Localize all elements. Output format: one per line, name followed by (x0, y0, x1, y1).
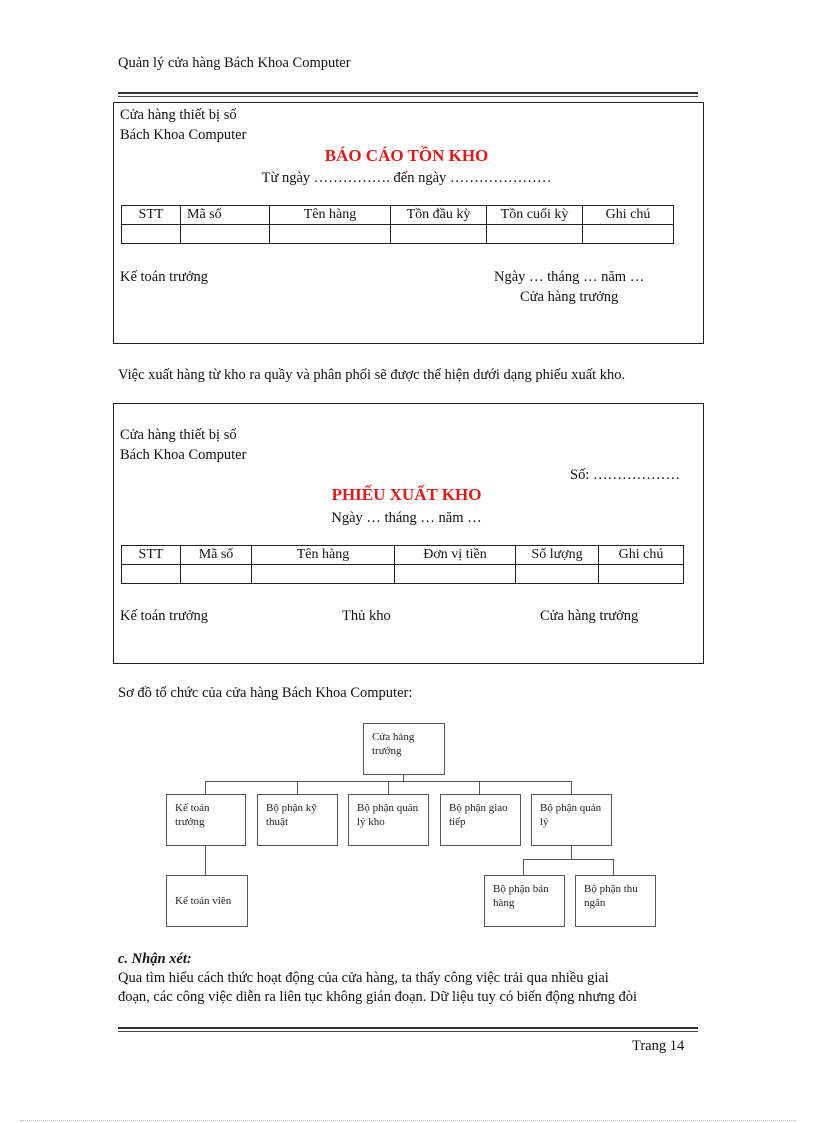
col-opening: Tồn đầu kỳ (391, 206, 487, 225)
org-chart-caption: Sơ đồ tổ chức của cửa hàng Bách Khoa Computer: (118, 685, 413, 701)
page-edge-dots (20, 1120, 796, 1121)
col-name: Tên hàng (252, 546, 395, 565)
col-stt: STT (122, 206, 181, 225)
date-line: Ngày … tháng … năm … (331, 510, 482, 526)
sign-accountant: Kế toán trưởng (120, 269, 209, 285)
footer-rule (118, 1027, 698, 1029)
org-line-2: Bách Khoa Computer (120, 447, 247, 463)
table-header-row (122, 206, 674, 225)
slip-number: Số: ……………… (570, 467, 680, 483)
col-code: Mã số (181, 206, 270, 225)
org-node-management: Bộ phận quản lý (531, 794, 612, 846)
col-closing: Tồn cuối kỳ (487, 206, 583, 225)
connector (523, 859, 614, 860)
col-note: Ghi chú (599, 546, 684, 565)
org-node-accountant: Kế toán viên (166, 875, 248, 927)
date-range: Từ ngày ……………. đến ngày ………………… (261, 170, 552, 186)
org-node-technical: Bộ phận kỹ thuật (257, 794, 338, 846)
connector (523, 859, 524, 875)
org-line-1: Cửa hàng thiết bị số (120, 427, 237, 443)
sign-store-manager: Cửa hàng trưởng (540, 608, 639, 624)
header-rule (118, 92, 698, 94)
table-header-row (122, 546, 684, 565)
date-line: Ngày … tháng … năm … (494, 269, 645, 285)
connector (479, 781, 480, 795)
export-table (121, 545, 684, 584)
col-code: Mã số (181, 546, 252, 565)
table-row (122, 565, 684, 584)
table-row (122, 225, 674, 244)
org-node-store-manager: Cửa hàng trưởng (363, 723, 445, 775)
connector (388, 781, 389, 795)
org-node-cashier: Bộ phận thu ngân (575, 875, 656, 927)
org-node-warehouse: Bộ phận quản lý kho (348, 794, 429, 846)
col-note: Ghi chú (583, 206, 674, 225)
form-title: PHIẾU XUẤT KHO (331, 485, 482, 504)
connector (571, 781, 572, 795)
org-node-chief-accountant: Kế toán trưởng (166, 794, 246, 846)
section-line-2: đoạn, các công việc diễn ra liên tục không gián đoạn. Dữ liệu tuy có biến động nhưng đòi (118, 989, 638, 1005)
sign-accountant: Kế toán trưởng (120, 608, 209, 624)
org-line-2: Bách Khoa Computer (120, 127, 247, 143)
sign-store-manager: Cửa hàng trưởng (520, 289, 619, 305)
header-title: Quản lý cửa hàng Bách Khoa Computer (118, 55, 351, 71)
col-name: Tên hàng (270, 206, 391, 225)
export-slip-form (113, 403, 704, 664)
connector (297, 781, 298, 795)
connector (205, 781, 206, 795)
page-number: Trang 14 (632, 1038, 685, 1054)
connector (205, 845, 206, 875)
header-rule-thin (118, 96, 698, 97)
inventory-table (121, 205, 674, 244)
paragraph-export: Việc xuất hàng từ kho ra quầy và phân phối sẽ được thể hiện dưới dạng phiếu xuất kho. (118, 367, 626, 383)
form-title: BÁO CÁO TỒN KHO (324, 146, 489, 165)
sign-storekeeper: Thủ kho (342, 608, 391, 624)
connector (571, 845, 572, 860)
section-heading: c. Nhận xét: (118, 951, 192, 967)
org-node-sales: Bộ phận bán hàng (484, 875, 565, 927)
col-stt: STT (122, 546, 181, 565)
org-node-communication: Bộ phận giao tiếp (440, 794, 521, 846)
col-unit: Đơn vị tiền (395, 546, 516, 565)
col-quantity: Số lượng (516, 546, 599, 565)
section-line-1: Qua tìm hiểu cách thức hoạt động của cửa hàng, ta thấy công việc trải qua nhiều giai (118, 970, 609, 986)
connector (613, 859, 614, 875)
footer-rule-thin (118, 1031, 698, 1032)
org-line-1: Cửa hàng thiết bị số (120, 107, 237, 123)
inventory-report-form (113, 102, 704, 344)
